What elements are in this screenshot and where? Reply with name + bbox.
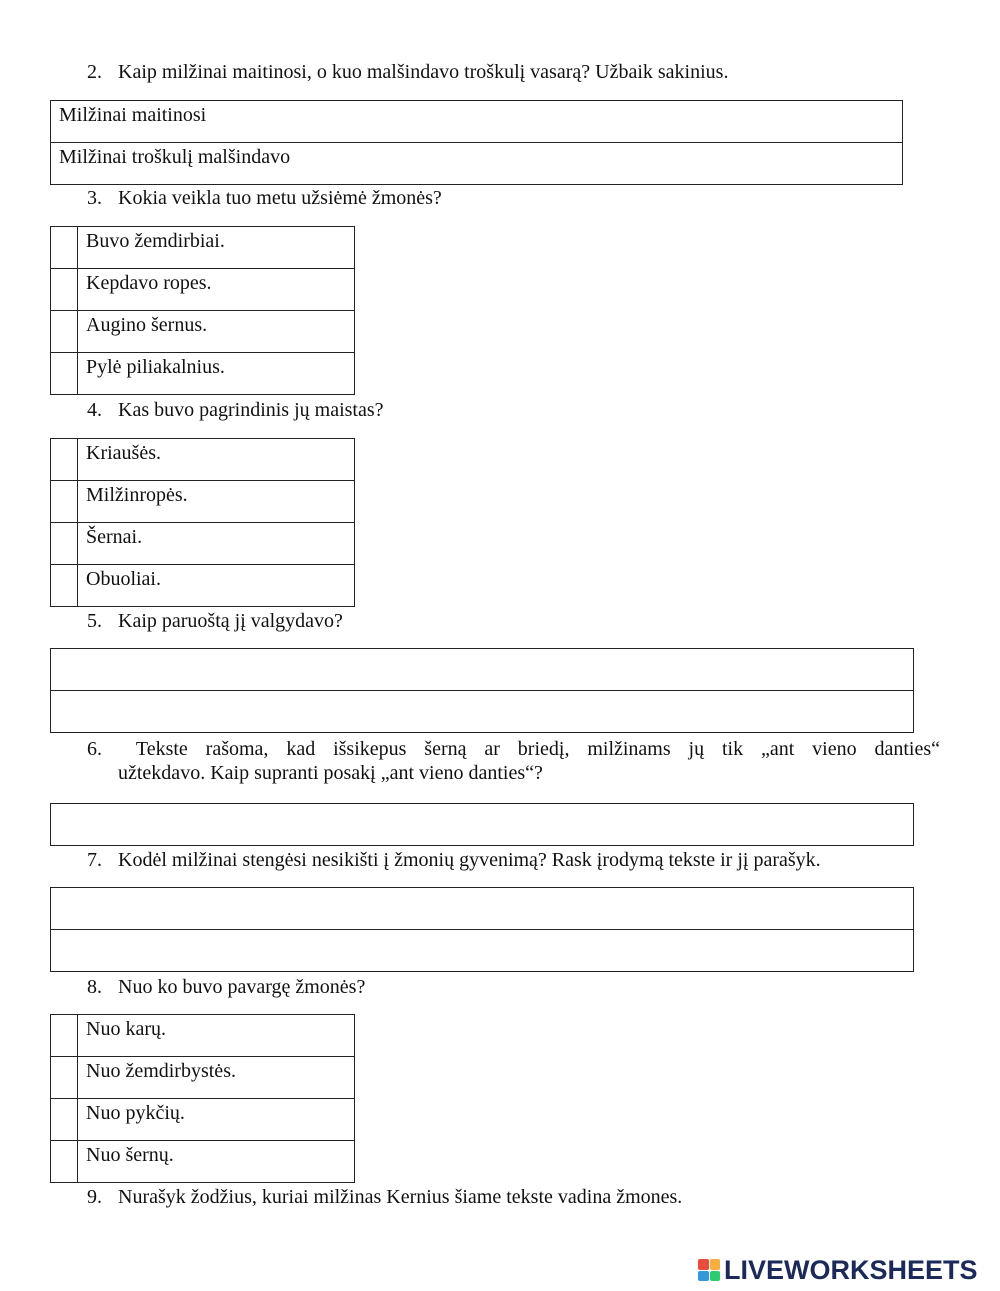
option-checkbox[interactable] bbox=[51, 269, 78, 311]
q6-word: išsikepus bbox=[333, 738, 407, 760]
option-checkbox[interactable] bbox=[51, 565, 78, 607]
logo-square bbox=[698, 1259, 709, 1270]
answer-field[interactable] bbox=[51, 888, 914, 930]
q6-word: šerną bbox=[424, 738, 467, 760]
q6-answer-table bbox=[50, 803, 914, 846]
question-number: 7. bbox=[87, 849, 102, 871]
option-label: Nuo žemdirbystės. bbox=[78, 1057, 355, 1099]
q6-word: vieno bbox=[812, 738, 857, 760]
option-checkbox[interactable] bbox=[51, 1141, 78, 1183]
question-number: 4. bbox=[87, 399, 102, 421]
answer-field[interactable] bbox=[51, 930, 914, 972]
q6-word: tik bbox=[721, 738, 744, 760]
q5-answer-table bbox=[50, 648, 914, 733]
question-text: Kas buvo pagrindinis jų maistas? bbox=[118, 399, 384, 421]
option-label: Nuo karų. bbox=[78, 1015, 355, 1057]
logo-square bbox=[710, 1259, 721, 1270]
question-8 bbox=[87, 975, 365, 999]
option-label: Kriaušės. bbox=[78, 439, 355, 481]
option-checkbox[interactable] bbox=[51, 481, 78, 523]
question-5 bbox=[87, 609, 343, 633]
question-text: Kaip paruoštą jį valgydavo? bbox=[118, 610, 343, 632]
logo-square bbox=[710, 1271, 721, 1282]
q2-table bbox=[50, 100, 903, 185]
q3-options bbox=[50, 226, 355, 395]
answer-field[interactable] bbox=[51, 691, 914, 733]
question-number: 9. bbox=[87, 1186, 102, 1208]
option-checkbox[interactable] bbox=[51, 1015, 78, 1057]
answer-field[interactable] bbox=[51, 804, 914, 846]
logo-square bbox=[698, 1271, 709, 1282]
option-label: Nuo pykčių. bbox=[78, 1099, 355, 1141]
question-text: Nurašyk žodžius, kuriai milžinas Kernius šiame tekste vadina žmones. bbox=[118, 1186, 683, 1208]
option-label: Milžinropės. bbox=[78, 481, 355, 523]
option-checkbox[interactable] bbox=[51, 1057, 78, 1099]
option-checkbox[interactable] bbox=[51, 1099, 78, 1141]
question-4 bbox=[87, 398, 384, 422]
question-9 bbox=[87, 1185, 682, 1209]
question-text: Kaip milžinai maitinosi, o kuo malšindavo troškulį vasarą? Užbaik sakinius. bbox=[118, 61, 729, 83]
question-text: Nuo ko buvo pavargę žmonės? bbox=[118, 976, 366, 998]
q6-line-2: užtekdavo. Kaip supranti posakį „ant vieno danties“? bbox=[118, 762, 543, 784]
option-checkbox[interactable] bbox=[51, 353, 78, 395]
option-label: Obuoliai. bbox=[78, 565, 355, 607]
option-label: Nuo šernų. bbox=[78, 1141, 355, 1183]
question-2 bbox=[87, 60, 728, 84]
q2-row-2[interactable]: Milžinai troškulį malšindavo bbox=[51, 143, 903, 185]
liveworksheets-logo bbox=[698, 1255, 978, 1285]
q6-word: Tekste bbox=[135, 738, 188, 760]
q6-word: ar bbox=[484, 738, 500, 760]
logo-icon bbox=[698, 1259, 720, 1281]
option-label: Kepdavo ropes. bbox=[78, 269, 355, 311]
question-number: 2. bbox=[87, 61, 102, 83]
option-label: Buvo žemdirbiai. bbox=[78, 227, 355, 269]
question-text: Kodėl milžinai stengėsi nesikišti į žmonių gyvenimą? Rask įrodymą tekste ir jį parašyk. bbox=[118, 849, 821, 871]
q6-word: jų bbox=[688, 738, 705, 760]
answer-field[interactable] bbox=[51, 649, 914, 691]
question-6 bbox=[87, 737, 940, 785]
q6-word: briedį, bbox=[517, 738, 570, 760]
question-number: 3. bbox=[87, 187, 102, 209]
q2-row-1[interactable]: Milžinai maitinosi bbox=[51, 101, 903, 143]
q8-options bbox=[50, 1014, 355, 1183]
option-label: Šernai. bbox=[78, 523, 355, 565]
question-number: 8. bbox=[87, 976, 102, 998]
q7-answer-table bbox=[50, 887, 914, 972]
option-label: Pylė piliakalnius. bbox=[78, 353, 355, 395]
question-3 bbox=[87, 186, 442, 210]
question-text: Kokia veikla tuo metu užsiėmė žmonės? bbox=[118, 187, 442, 209]
q6-word: „ant bbox=[760, 738, 795, 760]
option-checkbox[interactable] bbox=[51, 227, 78, 269]
q6-word: milžinams bbox=[587, 738, 671, 760]
option-checkbox[interactable] bbox=[51, 439, 78, 481]
question-7 bbox=[87, 848, 821, 872]
q6-word: rašoma, bbox=[205, 738, 269, 760]
logo-text: LIVEWORKSHEETS bbox=[724, 1254, 978, 1285]
q6-word: danties“ bbox=[874, 738, 940, 760]
question-number: 6. bbox=[87, 738, 102, 760]
question-number: 5. bbox=[87, 610, 102, 632]
option-label: Augino šernus. bbox=[78, 311, 355, 353]
q6-word: kad bbox=[286, 738, 316, 760]
q4-options bbox=[50, 438, 355, 607]
option-checkbox[interactable] bbox=[51, 311, 78, 353]
option-checkbox[interactable] bbox=[51, 523, 78, 565]
